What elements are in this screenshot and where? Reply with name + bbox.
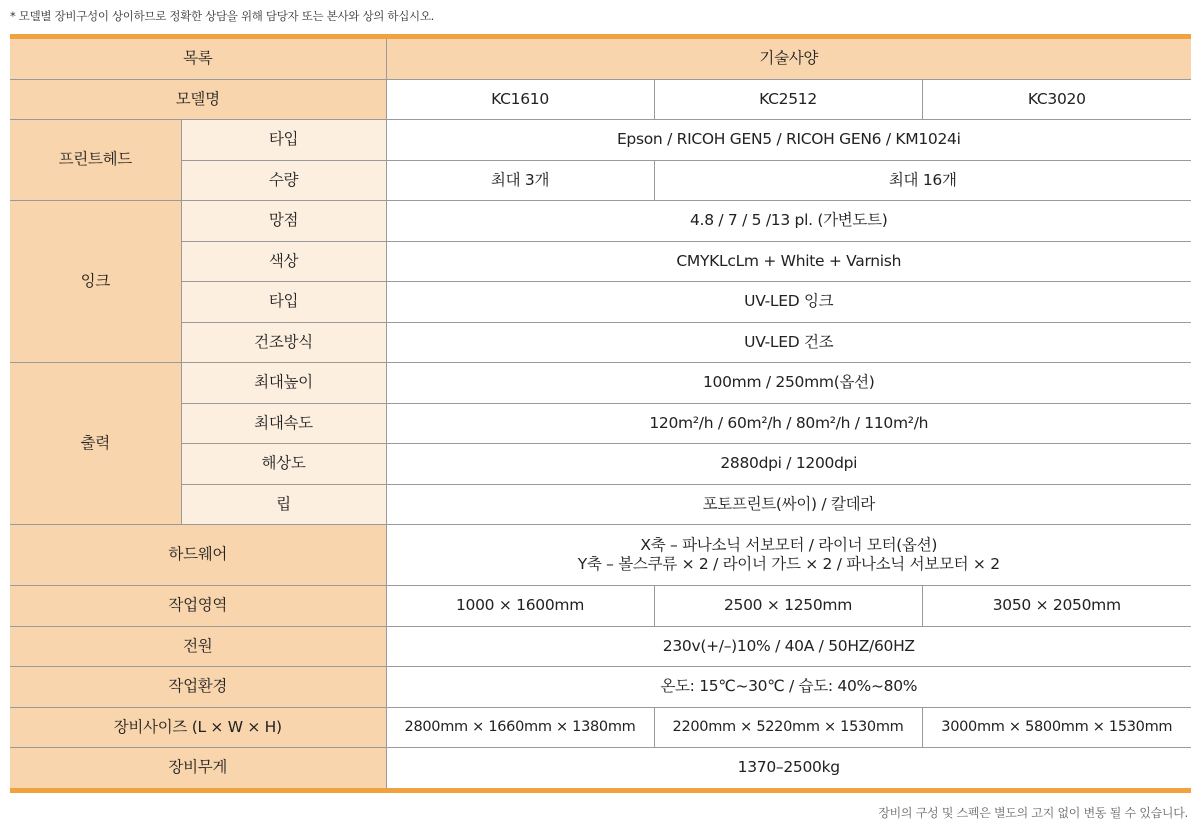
ink-dry-row [10, 322, 1191, 363]
output-rip-row [10, 484, 1191, 525]
output-speed-label: 최대속도 [181, 403, 386, 444]
ink-dot-label: 망점 [181, 201, 386, 242]
weight-value: 1370–2500kg [386, 748, 1191, 791]
ink-dot-row [10, 201, 1191, 242]
printhead-qty-value: 최대 16개 [654, 160, 1191, 201]
spec-table [10, 34, 1191, 793]
work-area-label: 작업영역 [10, 586, 386, 627]
ink-color-label: 색상 [181, 241, 386, 282]
size-label: 장비사이즈 (L × W × H) [10, 707, 386, 748]
output-group-label: 출력 [10, 363, 181, 525]
printhead-qty-label: 수량 [181, 160, 386, 201]
printhead-type-value: Epson / RICOH GEN5 / RICOH GEN6 / KM1024i [386, 120, 1191, 161]
model-label: 모델명 [10, 79, 386, 120]
header-row [10, 37, 1191, 80]
printhead-type-label: 타입 [181, 120, 386, 161]
header-spec: 기술사양 [386, 37, 1191, 80]
output-res-row [10, 444, 1191, 485]
output-height-label: 최대높이 [181, 363, 386, 404]
hardware-line-y: Y축 – 볼스쿠류 × 2 / 라이너 가드 × 2 / 파나소닉 서보모터 × 2 [577, 555, 1000, 573]
output-speed-value: 120m²/h / 60m²/h / 80m²/h / 110m²/h [386, 403, 1191, 444]
hardware-value [386, 525, 1191, 586]
power-value: 230v(+/–)10% / 40A / 50HZ/60HZ [386, 626, 1191, 667]
hardware-line-x: X축 – 파나소닉 서보모터 / 라이너 모터(옵션) [640, 535, 938, 554]
environment-value: 온도: 15℃~30℃ / 습도: 40%~80% [386, 667, 1191, 708]
model-row [10, 79, 1191, 120]
model-value: KC1610 [386, 79, 654, 120]
size-row [10, 707, 1191, 748]
hardware-label: 하드웨어 [10, 525, 386, 586]
ink-type-label: 타입 [181, 282, 386, 323]
hardware-row [10, 525, 1191, 586]
power-row [10, 626, 1191, 667]
ink-color-value: CMYKLcLm + White + Varnish [386, 241, 1191, 282]
work-area-value: 1000 × 1600mm [386, 586, 654, 627]
work-area-value: 3050 × 2050mm [922, 586, 1191, 627]
size-value: 3000mm × 5800mm × 1530mm [922, 707, 1191, 748]
top-note: * 모델별 장비구성이 상이하므로 정확한 상담을 위해 담당자 또는 본사와 상의 하십시오. [10, 9, 435, 23]
work-area-row [10, 586, 1191, 627]
output-height-value: 100mm / 250mm(옵션) [386, 363, 1191, 404]
weight-label: 장비무게 [10, 748, 386, 791]
printhead-group-label: 프린트헤드 [10, 120, 181, 201]
size-value: 2200mm × 5220mm × 1530mm [654, 707, 922, 748]
model-value: KC3020 [922, 79, 1191, 120]
header-category: 목록 [10, 37, 386, 80]
environment-label: 작업환경 [10, 667, 386, 708]
printhead-qty-row [10, 160, 1191, 201]
ink-dot-value: 4.8 / 7 / 5 /13 pl. (가변도트) [386, 201, 1191, 242]
output-rip-label: 립 [181, 484, 386, 525]
ink-type-value: UV-LED 잉크 [386, 282, 1191, 323]
ink-dry-label: 건조방식 [181, 322, 386, 363]
printhead-type-row [10, 120, 1191, 161]
model-value: KC2512 [654, 79, 922, 120]
output-height-row [10, 363, 1191, 404]
bottom-note: 장비의 구성 및 스펙은 별도의 고지 없이 변동 될 수 있습니다. [878, 806, 1188, 820]
ink-dry-value: UV-LED 건조 [386, 322, 1191, 363]
weight-row [10, 748, 1191, 791]
power-label: 전원 [10, 626, 386, 667]
output-res-value: 2880dpi / 1200dpi [386, 444, 1191, 485]
ink-group-label: 잉크 [10, 201, 181, 363]
output-rip-value: 포토프린트(싸이) / 칼데라 [386, 484, 1191, 525]
output-speed-row [10, 403, 1191, 444]
size-value: 2800mm × 1660mm × 1380mm [386, 707, 654, 748]
printhead-qty-value: 최대 3개 [386, 160, 654, 201]
environment-row [10, 667, 1191, 708]
work-area-value: 2500 × 1250mm [654, 586, 922, 627]
ink-color-row [10, 241, 1191, 282]
ink-type-row [10, 282, 1191, 323]
output-res-label: 해상도 [181, 444, 386, 485]
